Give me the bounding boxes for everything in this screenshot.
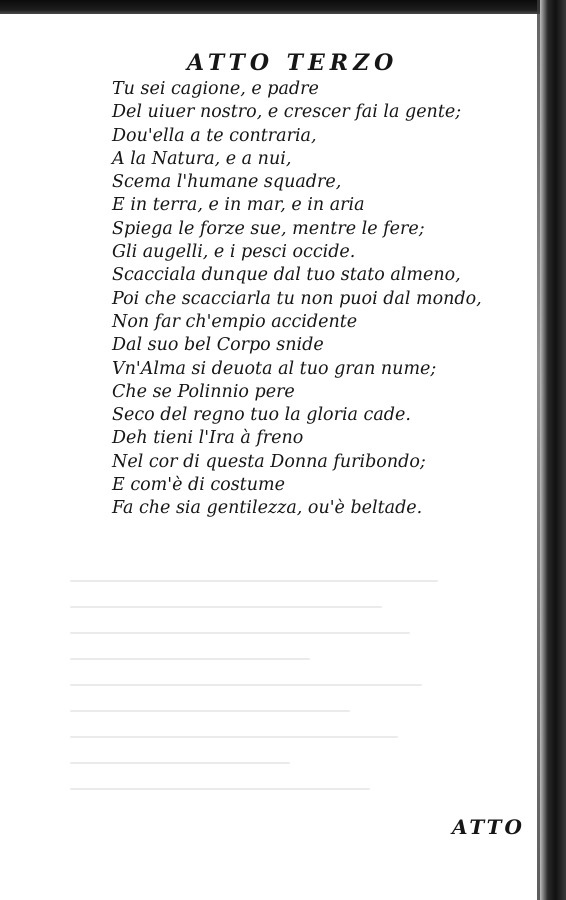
scan-top-edge — [0, 0, 566, 14]
verse-line: Seco del regno tuo la gloria cade. — [112, 405, 411, 426]
verse-line: Non far ch'empio accidente — [112, 311, 358, 332]
verse-line: Fa che sia gentilezza, ou'è beltade. — [112, 498, 423, 519]
verse-line: Scacciala dunque dal tuo stato almeno, — [112, 265, 461, 286]
verse-line: Dal suo bel Corpo snide — [112, 335, 324, 356]
verse-line: Vn'Alma si deuota al tuo gran nume; — [112, 358, 437, 379]
bleed-through-text — [70, 580, 470, 840]
verse-line: Del uiuer nostro, e crescer fai la gente; — [112, 102, 462, 123]
verse-line: E com'è di costume — [112, 475, 285, 496]
verse-line: Dou'ella a te contraria, — [112, 125, 317, 146]
book-gutter — [540, 0, 566, 900]
verse-line: A la Natura, e a nui, — [112, 148, 292, 169]
verse-line: Che se Polinnio pere — [112, 381, 295, 402]
running-head: ATTO TERZO — [187, 50, 399, 76]
verse-line: Deh tieni l'Ira à freno — [112, 428, 304, 449]
verse-line: Scema l'humane squadre, — [112, 172, 342, 193]
catchword: ATTO — [452, 815, 525, 839]
verse-block — [112, 78, 502, 521]
verse-line: Poi che scacciarla tu non puoi dal mondo, — [112, 288, 482, 309]
verse-line: Spiega le forze sue, mentre le fere; — [112, 218, 425, 239]
verse-line: E in terra, e in mar, e in aria — [112, 195, 365, 216]
verse-line: Gli augelli, e i pesci occide. — [112, 242, 356, 263]
verse-line: Nel cor di questa Donna furibondo; — [112, 451, 426, 472]
verse-line: Tu sei cagione, e padre — [112, 79, 319, 99]
